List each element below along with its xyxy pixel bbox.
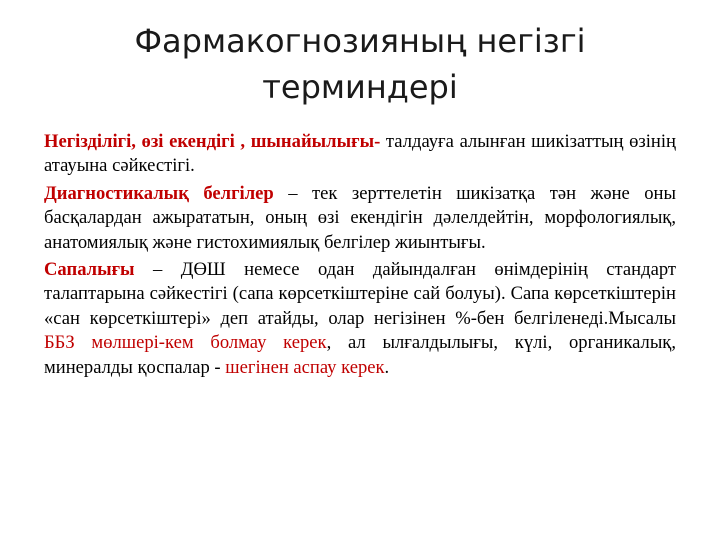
definition-diagnostic-features	[44, 182, 676, 255]
term-authenticity: Негізділігі, өзі екендігі , шынайылығы-	[44, 131, 381, 152]
term-quality: Сапалығы	[44, 259, 135, 281]
term-diagnostic-features: Диагностикалық белгілер	[44, 182, 274, 204]
definition-text: – тек зерттелетін шикізатқа тән және оны басқалардан ажырататын, оның өзі екендігін дәлелдейтін, морфологиялық, анатомиялық және гистохимиялық белгілер жиынтығы.	[44, 182, 676, 253]
highlight-limit-requirement: шегінен аспау керек	[225, 356, 385, 378]
title-line-1: Фармакогнозияның негізгі	[134, 22, 586, 60]
highlight-bbz-requirement: ББЗ мөлшері-кем болмау керек	[44, 332, 327, 354]
definition-text: – ДӨШ немесе одан дайындалған өнімдерінің стандарт талаптарына сәйкестігі (сапа көрсеткіштеріне сай болуы). Сапа көрсеткіштерін «сан көрсеткіштері» деп атайды, олар негізінен %-бен белгіленеді.Мысалы	[44, 259, 676, 329]
slide-body	[44, 130, 676, 383]
definition-authenticity	[44, 130, 676, 179]
definition-text: .	[384, 356, 390, 378]
title-line-2: терминдері	[262, 68, 458, 106]
slide-title	[60, 18, 660, 110]
definition-text: талдауға алынған шикізаттың өзінің атауына сәйкестігі.	[44, 131, 676, 177]
definition-quality	[44, 258, 676, 380]
definition-text: , ал ылғалдылығы, күлі, органикалық, минералды қоспалар -	[44, 332, 676, 378]
